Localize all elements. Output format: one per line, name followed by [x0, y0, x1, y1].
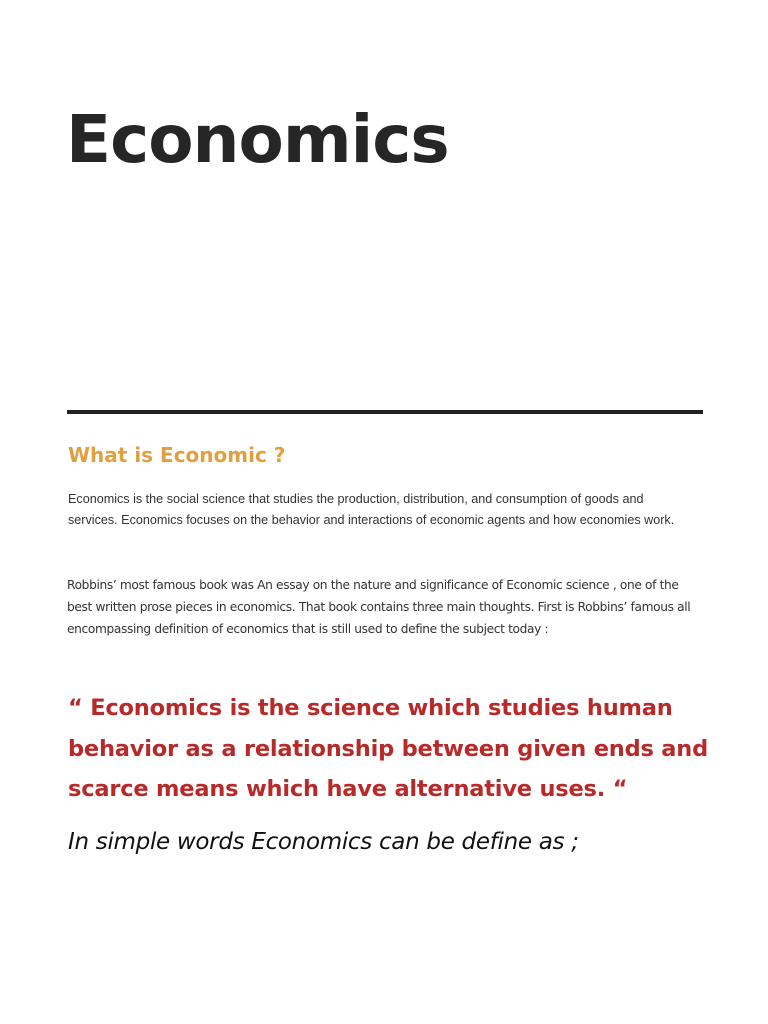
- page-title: Economics: [66, 101, 449, 178]
- definition-paragraph: Economics is the social science that studies the production, distribution, and consumption of goods and services. Economics focuses on the behavior and interactions of economic agents and how economies work.: [68, 492, 675, 527]
- closing-line: In simple words Economics can be define as ;: [68, 829, 579, 855]
- section-divider: [67, 410, 703, 414]
- robbins-paragraph: Robbins’ most famous book was An essay on the nature and significance of Economic science , one of the best written prose pieces in economics. That book contains three main thoughts. First is Robbins’ famous all encompassing definition of economics that is still used to define the subject today :: [67, 578, 691, 636]
- section-heading: What is Economic ?: [68, 443, 286, 467]
- robbins-quote: “ Economics is the science which studies human behavior as a relationship between given ends and scarce means which have alternative uses. “: [68, 695, 709, 802]
